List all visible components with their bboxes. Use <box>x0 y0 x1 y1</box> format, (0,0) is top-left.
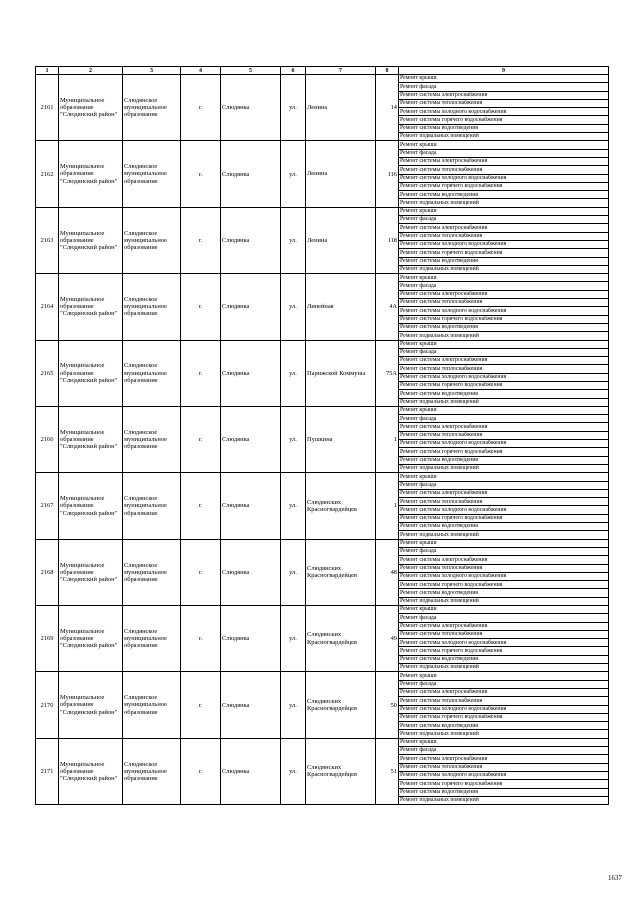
house-cell: 50 <box>376 672 399 738</box>
work-type-cell: Ремонт системы водоотведения <box>399 390 609 398</box>
row-number: 2168 <box>36 539 59 605</box>
work-type-cell: Ремонт системы холодного водоснабжения <box>399 307 609 315</box>
table-row <box>36 473 609 481</box>
street-type-cell: ул. <box>281 141 306 207</box>
table-row <box>36 207 609 215</box>
work-type-cell: Ремонт системы электроснабжения <box>399 423 609 431</box>
work-type-cell: Ремонт крыши <box>399 207 609 215</box>
settlement-cell: Слюдянское муниципальное образование <box>123 340 181 406</box>
work-type-cell: Ремонт фасада <box>399 680 609 688</box>
work-type-cell: Ремонт крыши <box>399 141 609 149</box>
work-type-cell: Ремонт системы горячего водоснабжения <box>399 780 609 788</box>
row-number: 2169 <box>36 606 59 672</box>
municipality-cell: Муниципальное образование "Слюдянский район" <box>59 75 123 141</box>
work-type-cell: Ремонт системы водоотведения <box>399 323 609 331</box>
work-type-cell: Ремонт системы водоотведения <box>399 589 609 597</box>
house-cell: 75А <box>376 340 399 406</box>
work-type-cell: Ремонт крыши <box>399 406 609 414</box>
work-type-cell: Ремонт подвальных помещений <box>399 398 609 406</box>
header-row <box>36 67 609 75</box>
work-type-cell: Ремонт системы электроснабжения <box>399 357 609 365</box>
city-cell: Слюдянка <box>221 141 281 207</box>
work-type-cell: Ремонт системы теплоснабжения <box>399 99 609 107</box>
house-cell: 4А <box>376 274 399 340</box>
work-type-cell: Ремонт системы электроснабжения <box>399 489 609 497</box>
settlement-cell: Слюдянское муниципальное образование <box>123 406 181 472</box>
work-type-cell: Ремонт подвальных помещений <box>399 597 609 605</box>
work-type-cell: Ремонт подвальных помещений <box>399 133 609 141</box>
work-type-cell: Ремонт крыши <box>399 606 609 614</box>
municipality-cell: Муниципальное образование "Слюдянский район" <box>59 406 123 472</box>
work-type-cell: Ремонт крыши <box>399 672 609 680</box>
city-cell: Слюдянка <box>221 406 281 472</box>
work-type-cell: Ремонт системы холодного водоснабжения <box>399 108 609 116</box>
work-type-cell: Ремонт системы водоотведения <box>399 257 609 265</box>
street-cell: Линейная <box>306 274 376 340</box>
work-type-cell: Ремонт подвальных помещений <box>399 199 609 207</box>
work-type-cell: Ремонт системы электроснабжения <box>399 556 609 564</box>
row-number: 2164 <box>36 274 59 340</box>
work-type-cell: Ремонт системы электроснабжения <box>399 622 609 630</box>
col-header: 7 <box>306 67 376 75</box>
col-header: 6 <box>281 67 306 75</box>
work-type-cell: Ремонт системы теплоснабжения <box>399 763 609 771</box>
settlement-cell: Слюдянское муниципальное образование <box>123 141 181 207</box>
locality-type-cell: г. <box>181 406 221 472</box>
municipality-cell: Муниципальное образование "Слюдянский район" <box>59 672 123 738</box>
city-cell: Слюдянка <box>221 738 281 804</box>
work-type-cell: Ремонт крыши <box>399 274 609 282</box>
work-type-cell: Ремонт системы водоотведения <box>399 722 609 730</box>
work-type-cell: Ремонт системы холодного водоснабжения <box>399 174 609 182</box>
work-type-cell: Ремонт фасада <box>399 547 609 555</box>
work-type-cell: Ремонт системы горячего водоснабжения <box>399 514 609 522</box>
house-cell: 116 <box>376 141 399 207</box>
work-type-cell: Ремонт системы теплоснабжения <box>399 431 609 439</box>
street-type-cell: ул. <box>281 672 306 738</box>
work-type-cell: Ремонт системы электроснабжения <box>399 157 609 165</box>
work-type-cell: Ремонт системы горячего водоснабжения <box>399 647 609 655</box>
street-type-cell: ул. <box>281 274 306 340</box>
work-type-cell: Ремонт системы горячего водоснабжения <box>399 381 609 389</box>
city-cell: Слюдянка <box>221 274 281 340</box>
table-row <box>36 606 609 614</box>
work-type-cell: Ремонт подвальных помещений <box>399 332 609 340</box>
street-cell: Ленина <box>306 75 376 141</box>
settlement-cell: Слюдянское муниципальное образование <box>123 606 181 672</box>
street-type-cell: ул. <box>281 340 306 406</box>
municipality-cell: Муниципальное образование "Слюдянский район" <box>59 473 123 539</box>
municipality-cell: Муниципальное образование "Слюдянский район" <box>59 606 123 672</box>
locality-type-cell: г. <box>181 207 221 273</box>
work-type-cell: Ремонт системы электроснабжения <box>399 688 609 696</box>
municipality-cell: Муниципальное образование "Слюдянский район" <box>59 539 123 605</box>
city-cell: Слюдянка <box>221 672 281 738</box>
row-number: 2170 <box>36 672 59 738</box>
work-type-cell: Ремонт фасада <box>399 415 609 423</box>
col-header: 5 <box>221 67 281 75</box>
city-cell: Слюдянка <box>221 75 281 141</box>
street-type-cell: ул. <box>281 473 306 539</box>
locality-type-cell: г. <box>181 473 221 539</box>
work-type-cell: Ремонт системы электроснабжения <box>399 224 609 232</box>
table-row <box>36 141 609 149</box>
table-row <box>36 340 609 348</box>
work-type-cell: Ремонт подвальных помещений <box>399 464 609 472</box>
work-type-cell: Ремонт системы теплоснабжения <box>399 697 609 705</box>
col-header: 4 <box>181 67 221 75</box>
locality-type-cell: г. <box>181 75 221 141</box>
page-number: 1637 <box>608 874 622 882</box>
work-type-cell: Ремонт системы электроснабжения <box>399 755 609 763</box>
work-type-cell: Ремонт системы теплоснабжения <box>399 299 609 307</box>
work-type-cell: Ремонт системы горячего водоснабжения <box>399 116 609 124</box>
settlement-cell: Слюдянское муниципальное образование <box>123 207 181 273</box>
work-type-cell: Ремонт системы горячего водоснабжения <box>399 581 609 589</box>
work-type-cell: Ремонт системы электроснабжения <box>399 290 609 298</box>
locality-type-cell: г. <box>181 539 221 605</box>
works-table <box>35 66 609 805</box>
col-header: 2 <box>59 67 123 75</box>
work-type-cell: Ремонт системы горячего водоснабжения <box>399 713 609 721</box>
work-type-cell: Ремонт крыши <box>399 75 609 83</box>
settlement-cell: Слюдянское муниципальное образование <box>123 75 181 141</box>
work-type-cell: Ремонт системы горячего водоснабжения <box>399 315 609 323</box>
house-cell: 14 <box>376 75 399 141</box>
city-cell: Слюдянка <box>221 606 281 672</box>
house-cell: 51 <box>376 738 399 804</box>
col-header: 9 <box>399 67 609 75</box>
row-number: 2167 <box>36 473 59 539</box>
street-cell: Слюдянских Красногвардейцев <box>306 539 376 605</box>
house-cell: 1 <box>376 406 399 472</box>
city-cell: Слюдянка <box>221 207 281 273</box>
work-type-cell: Ремонт крыши <box>399 473 609 481</box>
work-type-cell: Ремонт системы водоотведения <box>399 655 609 663</box>
city-cell: Слюдянка <box>221 539 281 605</box>
work-type-cell: Ремонт фасада <box>399 614 609 622</box>
table-row <box>36 274 609 282</box>
work-type-cell: Ремонт системы холодного водоснабжения <box>399 705 609 713</box>
house-cell: 48 <box>376 539 399 605</box>
work-type-cell: Ремонт системы горячего водоснабжения <box>399 249 609 257</box>
col-header: 8 <box>376 67 399 75</box>
municipality-cell: Муниципальное образование "Слюдянский район" <box>59 274 123 340</box>
work-type-cell: Ремонт крыши <box>399 738 609 746</box>
work-type-cell: Ремонт крыши <box>399 340 609 348</box>
settlement-cell: Слюдянское муниципальное образование <box>123 738 181 804</box>
work-type-cell: Ремонт системы теплоснабжения <box>399 630 609 638</box>
street-type-cell: ул. <box>281 606 306 672</box>
street-cell: Слюдянских Красногвардейцев <box>306 606 376 672</box>
street-cell: Пушкина <box>306 406 376 472</box>
work-type-cell: Ремонт фасада <box>399 83 609 91</box>
locality-type-cell: г. <box>181 274 221 340</box>
row-number: 2171 <box>36 738 59 804</box>
table-row <box>36 406 609 414</box>
work-type-cell: Ремонт системы горячего водоснабжения <box>399 448 609 456</box>
work-type-cell: Ремонт подвальных помещений <box>399 265 609 273</box>
street-type-cell: ул. <box>281 539 306 605</box>
work-type-cell: Ремонт фасада <box>399 481 609 489</box>
work-type-cell: Ремонт системы холодного водоснабжения <box>399 373 609 381</box>
street-type-cell: ул. <box>281 207 306 273</box>
row-number: 2161 <box>36 75 59 141</box>
municipality-cell: Муниципальное образование "Слюдянский район" <box>59 340 123 406</box>
work-type-cell: Ремонт фасада <box>399 149 609 157</box>
street-cell: Слюдянских Красногвардейцев <box>306 473 376 539</box>
street-type-cell: ул. <box>281 75 306 141</box>
work-type-cell: Ремонт системы холодного водоснабжения <box>399 506 609 514</box>
work-type-cell: Ремонт системы холодного водоснабжения <box>399 240 609 248</box>
work-type-cell: Ремонт системы теплоснабжения <box>399 564 609 572</box>
work-type-cell: Ремонт фасада <box>399 216 609 224</box>
settlement-cell: Слюдянское муниципальное образование <box>123 274 181 340</box>
col-header: 1 <box>36 67 59 75</box>
street-cell: Слюдянских Красногвардейцев <box>306 738 376 804</box>
work-type-cell: Ремонт системы теплоснабжения <box>399 166 609 174</box>
row-number: 2166 <box>36 406 59 472</box>
row-number: 2162 <box>36 141 59 207</box>
work-type-cell: Ремонт системы теплоснабжения <box>399 232 609 240</box>
work-type-cell: Ремонт системы водоотведения <box>399 523 609 531</box>
street-cell: Ленина <box>306 207 376 273</box>
street-cell: Слюдянских Красногвардейцев <box>306 672 376 738</box>
work-type-cell: Ремонт фасада <box>399 747 609 755</box>
table-row <box>36 738 609 746</box>
work-type-cell: Ремонт системы холодного водоснабжения <box>399 771 609 779</box>
work-type-cell: Ремонт системы теплоснабжения <box>399 365 609 373</box>
work-type-cell: Ремонт подвальных помещений <box>399 730 609 738</box>
locality-type-cell: г. <box>181 606 221 672</box>
work-type-cell: Ремонт подвальных помещений <box>399 796 609 804</box>
table-row <box>36 539 609 547</box>
locality-type-cell: г. <box>181 340 221 406</box>
table-row <box>36 75 609 83</box>
work-type-cell: Ремонт крыши <box>399 539 609 547</box>
work-type-cell: Ремонт фасада <box>399 282 609 290</box>
work-type-cell: Ремонт подвальных помещений <box>399 664 609 672</box>
row-number: 2163 <box>36 207 59 273</box>
work-type-cell: Ремонт системы холодного водоснабжения <box>399 639 609 647</box>
work-type-cell: Ремонт системы водоотведения <box>399 191 609 199</box>
work-type-cell: Ремонт системы горячего водоснабжения <box>399 182 609 190</box>
municipality-cell: Муниципальное образование "Слюдянский район" <box>59 141 123 207</box>
locality-type-cell: г. <box>181 738 221 804</box>
settlement-cell: Слюдянское муниципальное образование <box>123 672 181 738</box>
work-type-cell: Ремонт подвальных помещений <box>399 531 609 539</box>
house-cell: 118 <box>376 207 399 273</box>
work-type-cell: Ремонт системы водоотведения <box>399 124 609 132</box>
street-cell: Парижской Коммуны <box>306 340 376 406</box>
city-cell: Слюдянка <box>221 340 281 406</box>
street-type-cell: ул. <box>281 738 306 804</box>
work-type-cell: Ремонт системы холодного водоснабжения <box>399 440 609 448</box>
street-type-cell: ул. <box>281 406 306 472</box>
table-row <box>36 672 609 680</box>
col-header: 3 <box>123 67 181 75</box>
locality-type-cell: г. <box>181 672 221 738</box>
work-type-cell: Ремонт системы теплоснабжения <box>399 498 609 506</box>
street-cell: Ленина <box>306 141 376 207</box>
house-cell: 49 <box>376 606 399 672</box>
work-type-cell: Ремонт системы холодного водоснабжения <box>399 572 609 580</box>
locality-type-cell: г. <box>181 141 221 207</box>
municipality-cell: Муниципальное образование "Слюдянский район" <box>59 738 123 804</box>
settlement-cell: Слюдянское муниципальное образование <box>123 539 181 605</box>
work-type-cell: Ремонт системы водоотведения <box>399 788 609 796</box>
house-cell: 1 <box>376 473 399 539</box>
row-number: 2165 <box>36 340 59 406</box>
work-type-cell: Ремонт фасада <box>399 348 609 356</box>
settlement-cell: Слюдянское муниципальное образование <box>123 473 181 539</box>
municipality-cell: Муниципальное образование "Слюдянский район" <box>59 207 123 273</box>
work-type-cell: Ремонт системы электроснабжения <box>399 91 609 99</box>
city-cell: Слюдянка <box>221 473 281 539</box>
work-type-cell: Ремонт системы водоотведения <box>399 456 609 464</box>
